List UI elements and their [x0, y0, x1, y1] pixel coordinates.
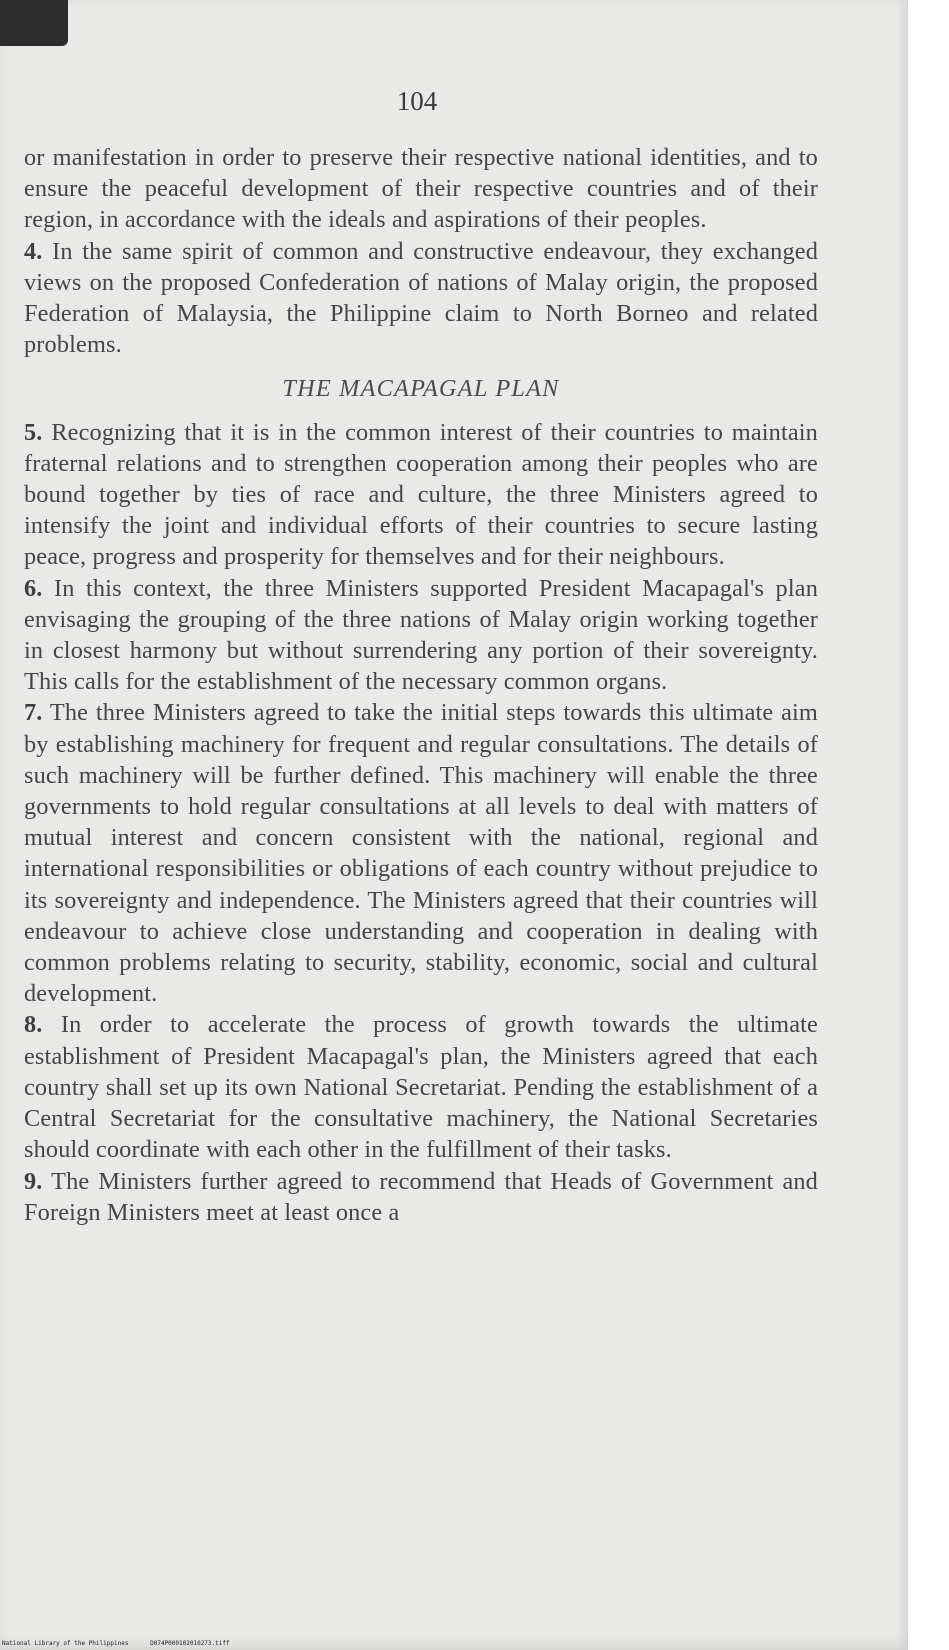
paragraph-number: 4. [24, 237, 43, 265]
paragraph-continuation [24, 142, 818, 236]
page-body [24, 142, 818, 1228]
paragraph-6 [24, 573, 818, 698]
paragraph-7 [24, 697, 818, 1009]
paragraph-5 [24, 417, 818, 573]
paragraph-number: 8. [24, 1011, 43, 1039]
paragraph-text: Recognizing that it is in the common interest of their countries to maintain fraternal relations and to strengthen cooperation among their peoples who are bound together by ties of race and culture, the three Ministers agreed to intensify the joint and individual efforts of their countries to secure lasting peace, progress and prosperity for themselves and for their neighbours. [24, 418, 818, 571]
paragraph-9 [24, 1166, 818, 1228]
footer-file-id: D074P000102010273.tiff [150, 1640, 230, 1647]
paragraph-text: In the same spirit of common and constructive endeavour, they exchanged views on the proposed Confederation of nations of Malay origin, the proposed Federation of Malaysia, the Philippine claim to North Borneo and related problems. [24, 237, 818, 359]
paragraph-4 [24, 236, 818, 361]
paragraph-text: The three Ministers agreed to take the initial steps towards this ultimate aim by establishing machinery for frequent and regular consultations. The details of such machinery will be further defined. This machinery will enable the three governments to hold regular consultations at all levels to deal with matters of mutual interest and concern consistent with the national, regional and international responsibilities or obligations of each country without prejudice to its sovereignty and independence. The Ministers agreed that their countries will endeavour to achieve close understanding and cooperation in dealing with common problems relating to security, stability, economic, social and cultural development. [24, 699, 818, 1008]
paragraph-number: 5. [24, 418, 43, 446]
paragraph-number: 9. [24, 1167, 43, 1195]
page-number: 104 [396, 86, 438, 116]
scan-corner-mark [0, 0, 68, 46]
paragraph-number: 7. [24, 699, 43, 727]
paragraph-8 [24, 1009, 818, 1165]
scan-footer [2, 1640, 230, 1647]
paragraph-text: or manifestation in order to preserve their respective national identities, and to ensure the peaceful development of their respective countries and of their region, in accordance with the ideals and aspirations of their peoples. [24, 144, 818, 234]
paragraph-text: The Ministers further agreed to recommend that Heads of Government and Foreign Ministers meet at least once a [24, 1167, 818, 1226]
paragraph-text: In this context, the three Ministers supported President Macapagal's plan envisaging the grouping of the three nations of Malay origin working together in closest harmony but without surrendering any portion of their sovereignty. This calls for the establishment of the necessary common organs. [24, 574, 818, 696]
section-heading: THE MACAPAGAL PLAN [282, 375, 560, 403]
paragraph-number: 6. [24, 574, 43, 602]
footer-library: National Library of the Philippines [2, 1640, 129, 1647]
paragraph-text: In order to accelerate the process of growth towards the ultimate establishment of President Macapagal's plan, the Ministers agreed that each country shall set up its own National Secretariat. Pending the establishment of a Central Secretariat for the consultative machinery, the National Secretaries should coordinate with each other in the fulfillment of their tasks. [24, 1011, 818, 1164]
